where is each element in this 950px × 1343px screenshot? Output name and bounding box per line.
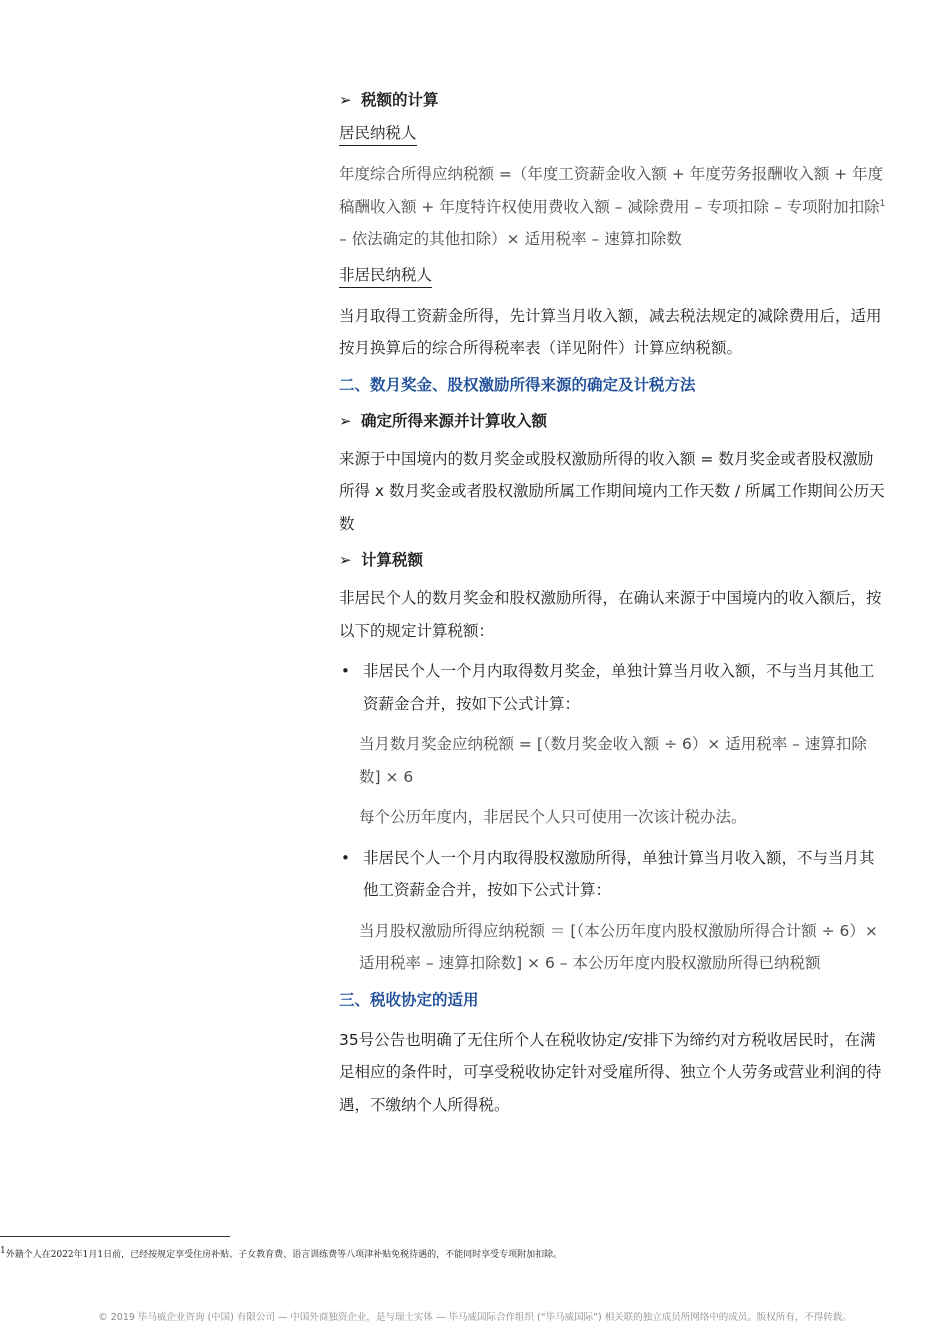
footnote xyxy=(0,1245,562,1261)
treaty-text: 35号公告也明确了无住所个人在税收协定/安排下为缔约对方税收居民时，在满足相应的条件时，可享受税收协定针对受雇所得、独立个人劳务或营业利润的待遇，不缴纳个人所得税。 xyxy=(339,1030,882,1114)
copyright-notice: © 2019 毕马威企业咨询 (中国) 有限公司 — 中国外商独资企业，是与瑞士实体 — 毕马威国际合作组织 (“毕马威国际”) 相关联的独立成员所网络中的成员。版权所有，不得转载。 xyxy=(98,1312,852,1323)
arrow-bullet-icon: ➢ xyxy=(339,91,352,109)
tax-calc-heading: ➢ 税额的计算 xyxy=(339,88,887,112)
footnote-number: 1 xyxy=(0,1246,6,1256)
income-source-heading: ➢ 确定所得来源并计算收入额 xyxy=(339,409,887,433)
list-item xyxy=(339,842,887,907)
section3-title: 三、税收协定的适用 xyxy=(339,990,479,1009)
nonresident-heading: 非居民纳税人 xyxy=(339,264,432,288)
arrow-bullet-icon: ➢ xyxy=(339,551,352,569)
income-source-text: 来源于中国境内的数月奖金或股权激励所得的收入额 = 数月奖金或者股权激励所得 x 数月奖金或者股权激励所属工作期间境内工作天数 / 所属工作期间公历天数 xyxy=(339,449,885,533)
bullet2-formula: 当月股权激励所得应纳税额 ＝ [（本公历年度内股权激励所得合计额 ÷ 6）× 适用税率 – 速算扣除数] × 6 – 本公历年度内股权激励所得已纳税额 xyxy=(359,921,878,972)
calc-tax-heading: ➢ 计算税额 xyxy=(339,548,887,572)
main-content xyxy=(339,88,887,1129)
resident-heading: 居民纳税人 xyxy=(339,122,417,146)
bullet1-formula: 当月数月奖金应纳税额 = [（数月奖金收入额 ÷ 6）× 适用税率 – 速算扣除数] × 6 xyxy=(359,735,867,786)
footnote-ref: 1 xyxy=(879,198,886,209)
footnote-divider xyxy=(0,1236,230,1237)
calc-tax-text: 非居民个人的数月奖金和股权激励所得，在确认来源于中国境内的收入额后，按以下的规定计算税额： xyxy=(339,589,882,640)
nonresident-text: 当月取得工资薪金所得，先计算当月收入额，减去税法规定的减除费用后，适用按月换算后的综合所得税率表（详见附件）计算应纳税额。 xyxy=(339,306,882,357)
bullet2-text: 非居民个人一个月内取得股权激励所得，单独计算当月收入额，不与当月其他工资薪金合并，按如下公式计算： xyxy=(363,848,875,899)
list-item xyxy=(339,655,887,720)
footnote-text: 外籍个人在2022年1月1日前，已经按规定享受住房补贴、子女教育费、语言训练费等八项津补贴免税待遇的，不能同时享受专项附加扣除。 xyxy=(5,1250,563,1260)
section2-title: 二、数月奖金、股权激励所得来源的确定及计税方法 xyxy=(339,375,696,394)
bullet-dot-icon: • xyxy=(341,662,350,680)
bullet1-note: 每个公历年度内，非居民个人只可使用一次该计税办法。 xyxy=(359,808,747,826)
resident-formula: 年度综合所得应纳税额 =（年度工资薪金收入额 + 年度劳务报酬收入额 + 年度稿酬收入额 + 年度特许权使用费收入额 – 减除费用 – 专项扣除 – 专项附加扣除$^1$ – 依法确定的其他扣除）× 适用税率 – 速算扣除数 xyxy=(339,165,886,248)
bullet-dot-icon: • xyxy=(341,848,350,867)
arrow-bullet-icon: ➢ xyxy=(339,411,352,430)
bullet1-text: 非居民个人一个月内取得数月奖金，单独计算当月收入额，不与当月其他工资薪金合并，按如下公式计算： xyxy=(363,662,875,713)
